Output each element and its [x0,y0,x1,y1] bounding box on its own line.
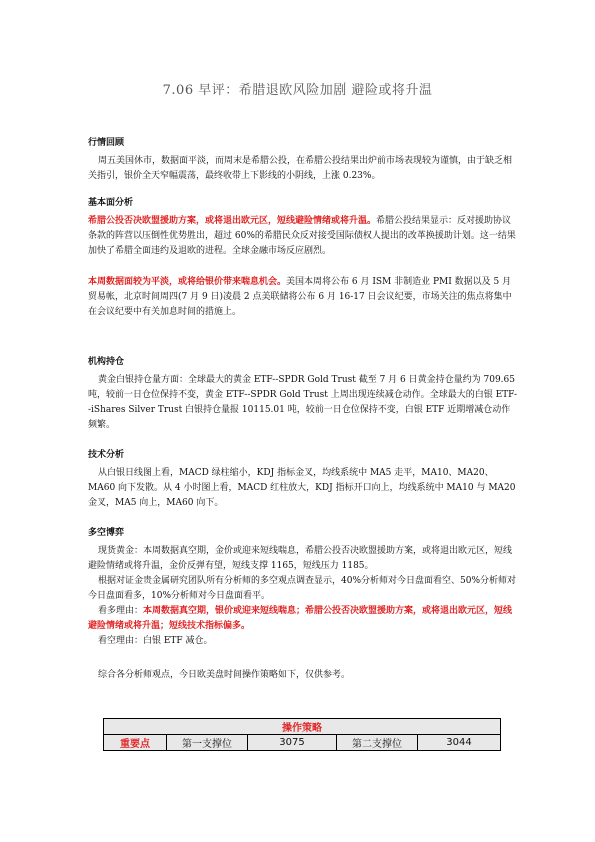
section-fundamental [88,196,518,320]
holdings-text: 黄金白银持仓量方面：全球最大的黄金 ETF--SPDR Gold Trust 截至 7 月 6 日黄金持仓量约为 709.65 吨，较前一日仓位保持不变，黄金 ETF--SPDR Gold Trust 上周出现连续减仓动作。全球最大的白银 ETF--iShares Silver Trust 白银持仓量报 10115.01 吨，较前一日仓位保持不变，白银 ETF 近期增减仓动作频繁。 [88,375,518,430]
holdings-heading: 机构持仓 [88,357,125,367]
technical-text: 从白银日线图上看，MACD 绿柱缩小，KDJ 指标金叉，均线系统中 MA5 走平，MA10、MA20、MA60 向下发散。从 4 小时图上看，MACD 红柱放大，KDJ 指标开口向上，均线系统中 MA10 与 MA20 金叉，MA5 向上，MA60 向下。 [88,468,516,508]
strategy-table [103,718,501,751]
fundamental-text-1: 希腊公投结果显示：反对援助协议条款的阵营以压倒性优势胜出，超过 60%的希腊民众反对接受国际债权人提出的改革换援助计划。这一结果加快了希腊全面违约及退欧的进程。全球金融市场反应剧烈。 [88,216,516,256]
fundamental-paragraph-2 [88,275,518,320]
fundamental-paragraph-1 [88,214,518,259]
fundamental-emphasis-1: 希腊公投否决欧盟援助方案，或将退出欧元区，短线避险情绪或将升温。 [88,216,377,226]
strategy-header: 操作策略 [104,719,501,735]
page-title: 7.06 早评：希腊退欧风险加剧 避险或将升温 [162,83,433,98]
support-1-label: 第一支撑位 [167,735,248,751]
game-bull-reason [88,604,518,634]
section-technical [88,448,518,511]
key-point-label: 重要点 [104,735,167,751]
bull-label: 看多理由： [98,606,144,616]
game-text-1: 现货黄金：本周数据真空期，金价或迎来短线喘息，希腊公投否决欧盟援助方案，或将退出欧元区，短线避险情绪或将升温，金价反弹有望，短线支撑 1165，短线压力 1185。 [88,546,513,571]
game-heading: 多空博弈 [88,528,125,538]
section-holdings [88,355,518,433]
review-heading: 行情回顾 [88,138,125,148]
section-game [88,526,518,649]
section-review [88,136,518,184]
support-2-label: 第二支撑位 [337,735,418,751]
technical-heading: 技术分析 [88,450,125,460]
review-text: 周五美国休市，数据面平淡，而周末是希腊公投，在希腊公投结果出炉前市场表现较为谨慎，由于缺乏相关指引，银价全天窄幅震荡，最终收带上下影线的小阴线，上涨 0.23%。 [88,156,513,181]
bull-reason-text: 本周数据真空期，银价或迎来短线喘息；希腊公投否决欧盟援助方案，或将退出欧元区，短线避险情绪或将升温；短线技术指标偏多。 [88,606,513,631]
fundamental-heading: 基本面分析 [88,198,134,208]
support-1-value: 3075 [248,735,337,751]
fundamental-text-2: 美国本周将公布 6 月 ISM 非制造业 PMI 数据以及 5 月贸易帐，北京时间周四(7 月 9 日)凌晨 2 点美联储将公布 6 月 16-17 日会议纪要，市场关注的焦点将集中在会议纪要中有关加息时间的措施上。 [88,277,512,317]
support-2-value: 3044 [418,735,501,751]
game-text-2: 根据对证金贵金属研究团队所有分析师的多空观点调查显示，40%分析师对今日盘面看空、50%分析师对今日盘面看多，10%分析师对今日盘面看平。 [88,576,517,601]
summary-text: 综合各分析师观点，今日欧美盘时间操作策略如下，仅供参考。 [98,670,351,680]
game-bear-reason: 看空理由：白银 ETF 减仓。 [98,636,213,646]
summary-line [88,668,518,683]
fundamental-emphasis-2: 本周数据面较为平淡，或将给银价带来喘息机会。 [88,277,287,287]
